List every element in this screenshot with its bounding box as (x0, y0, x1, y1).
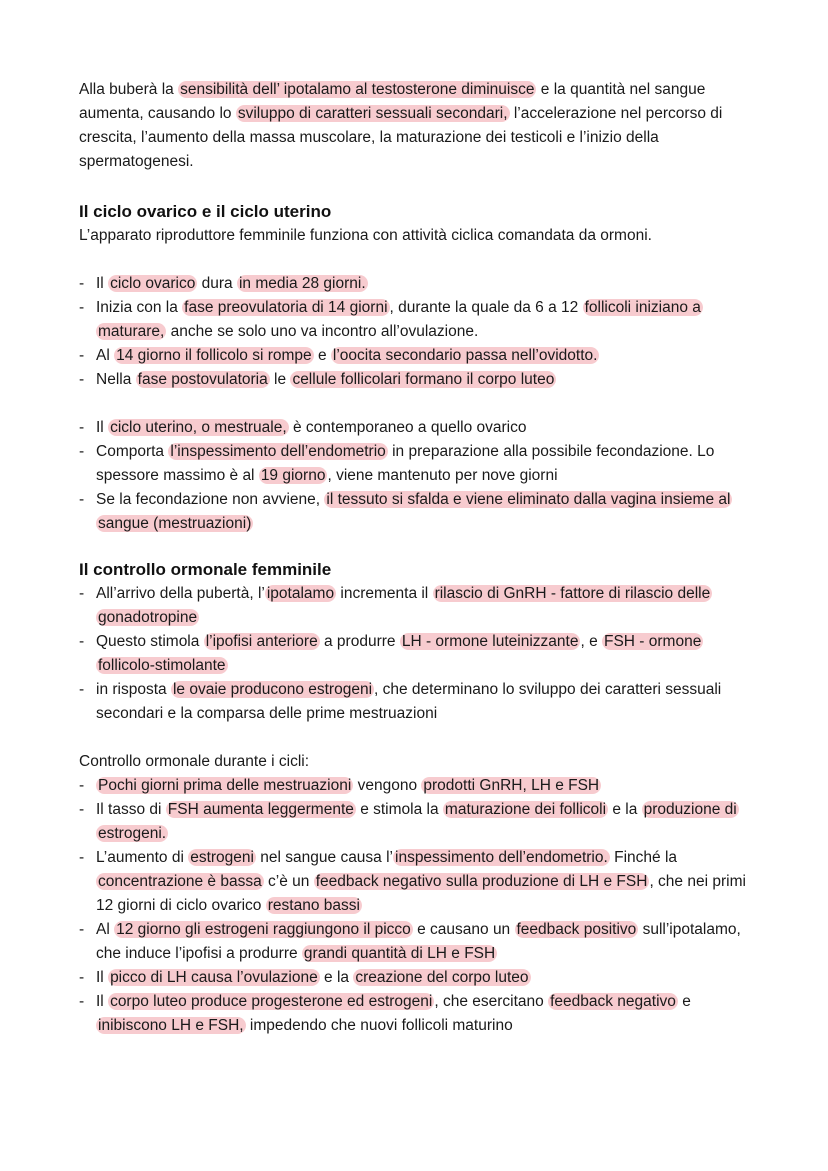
highlighted-text: feedback negativo sulla produzione di LH e FSH (315, 873, 648, 890)
text-run: e causano un (412, 921, 515, 938)
text-run: Inizia con la (96, 299, 183, 316)
highlighted-text: 14 giorno il follicolo si rompe (116, 347, 312, 364)
text-run: e stimola la (355, 801, 443, 818)
text-run: , che esercitano (434, 993, 549, 1010)
text-run: Al (96, 347, 115, 364)
list-item (79, 416, 758, 440)
text-run: Il (96, 419, 109, 436)
text-run: le (269, 371, 291, 388)
highlighted-text: feedback positivo (516, 921, 637, 938)
highlighted-text: maturazione dei follicoli (444, 801, 607, 818)
text-run: a produrre (319, 633, 400, 650)
text-run: nel sangue causa l’ (255, 849, 393, 866)
text-run: Il (96, 275, 109, 292)
text-run: , e (580, 633, 602, 650)
text-run: impedendo che nuovi follicoli maturino (245, 1017, 513, 1034)
highlighted-text: sviluppo di caratteri sessuali secondari, (237, 105, 508, 122)
text-run: incrementa il (336, 585, 433, 602)
text-run: anche se solo uno va incontro all’ovulazione. (166, 323, 479, 340)
highlighted-text: follicoli iniziano a maturare, (98, 299, 701, 340)
highlighted-text: 19 giorno (260, 467, 326, 484)
highlighted-text: rilascio di GnRH - fattore di rilascio delle gonadotropine (98, 585, 711, 626)
highlighted-text: restano bassi (267, 897, 360, 914)
highlighted-text: corpo luteo produce progesterone ed estrogeni (110, 993, 433, 1010)
list-controllo-ormonale (79, 582, 758, 726)
text-run: e la (319, 969, 354, 986)
highlighted-text: FSH - ormone follicolo-stimolante (98, 633, 702, 674)
list-item (79, 368, 758, 392)
list-item (79, 846, 758, 918)
highlighted-text: fase postovulatoria (137, 371, 268, 388)
text-run: Il (96, 969, 109, 986)
text-run: l’accelerazione nel percorso di crescita, l’aumento della massa muscolare, la maturazione dei testicoli e l’inizio della spermatogenesi. (79, 105, 723, 170)
list-controllo-cicli (79, 774, 758, 1038)
intro-paragraph (79, 78, 758, 174)
list-item (79, 296, 758, 344)
text-run: All’arrivo della pubertà, l’ (96, 585, 265, 602)
text-run: e la quantità nel sangue aumenta, causando lo (79, 81, 706, 122)
highlighted-text: cellule follicolari formano il corpo luteo (292, 371, 555, 388)
text-run: e (677, 993, 691, 1010)
list-item (79, 918, 758, 966)
highlighted-text: LH - ormone luteinizzante (401, 633, 579, 650)
text-run: e la (608, 801, 642, 818)
text-run: dura (197, 275, 237, 292)
text-run: Al (96, 921, 115, 938)
text-run: Alla buberà la (79, 81, 179, 98)
section-lead-cicli: Controllo ormonale durante i cicli: (79, 753, 310, 770)
list-item (79, 678, 758, 726)
highlighted-text: ciclo uterino, o mestruale, (110, 419, 287, 436)
highlighted-text: sensibilità dell’ ipotalamo al testosterone diminuisce (180, 81, 535, 98)
highlighted-text: feedback negativo (550, 993, 676, 1010)
text-run: Finché la (609, 849, 678, 866)
text-run: Il (96, 993, 109, 1010)
text-run: , viene mantenuto per nove giorni (327, 467, 558, 484)
highlighted-text: picco di LH causa l’ovulazione (110, 969, 318, 986)
text-run: vengono (353, 777, 422, 794)
text-run: Il tasso di (96, 801, 166, 818)
text-run: Nella (96, 371, 136, 388)
text-run: è contemporaneo a quello ovarico (288, 419, 527, 436)
highlighted-text: fase preovulatoria di 14 giorni (184, 299, 388, 316)
highlighted-text: il tessuto si sfalda e viene eliminato dalla vagina insieme al sangue (mestruazioni) (98, 491, 731, 532)
list-item (79, 966, 758, 990)
text-run: , che nei primi 12 giorni di ciclo ovarico (96, 873, 746, 914)
highlighted-text: l’inspessimento dell’endometrio (170, 443, 386, 460)
highlighted-text: in media 28 giorni. (238, 275, 366, 292)
text-run: L’aumento di (96, 849, 189, 866)
section-title-ciclo: Il ciclo ovarico e il ciclo uterino (79, 202, 332, 221)
list-ciclo-ovarico (79, 272, 758, 392)
list-item (79, 344, 758, 368)
section-lead-ciclo: L’apparato riproduttore femminile funziona con attività ciclica comandata da ormoni. (79, 227, 652, 244)
text-run: sull’ipotalamo, che induce l’ipofisi a produrre (96, 921, 741, 962)
highlighted-text: ipotalamo (266, 585, 335, 602)
list-item (79, 488, 758, 536)
highlighted-text: l’oocita secondario passa nell’ovidotto. (332, 347, 598, 364)
text-run: Comporta (96, 443, 169, 460)
highlighted-text: 12 giorno gli estrogeni raggiungono il picco (116, 921, 411, 938)
highlighted-text: inspessimento dell’endometrio. (395, 849, 608, 866)
highlighted-text: produzione di estrogeni. (98, 801, 737, 842)
text-run: Se la fecondazione non avviene, (96, 491, 325, 508)
highlighted-text: Pochi giorni prima delle mestruazioni (98, 777, 352, 794)
section-title-controllo: Il controllo ormonale femminile (79, 560, 332, 579)
list-item (79, 798, 758, 846)
highlighted-text: inibiscono LH e FSH, (98, 1017, 244, 1034)
highlighted-text: FSH aumenta leggermente (167, 801, 354, 818)
text-run: in risposta (96, 681, 171, 698)
highlighted-text: le ovaie producono estrogeni (172, 681, 373, 698)
list-item (79, 774, 758, 798)
list-item (79, 990, 758, 1038)
text-run: in preparazione alla possibile fecondazione. Lo spessore massimo è al (96, 443, 715, 484)
list-item (79, 272, 758, 296)
highlighted-text: estrogeni (190, 849, 254, 866)
list-item (79, 582, 758, 630)
text-run: c’è un (263, 873, 314, 890)
text-run: , durante la quale da 6 a 12 (389, 299, 583, 316)
list-item (79, 440, 758, 488)
text-run: e (313, 347, 331, 364)
highlighted-text: prodotti GnRH, LH e FSH (423, 777, 600, 794)
text-run: , che determinano lo sviluppo dei caratteri sessuali secondari e la comparsa delle prime mestruazioni (96, 681, 722, 722)
highlighted-text: creazione del corpo luteo (355, 969, 529, 986)
text-run: Questo stimola (96, 633, 204, 650)
highlighted-text: grandi quantità di LH e FSH (303, 945, 496, 962)
list-ciclo-uterino (79, 416, 758, 536)
list-item (79, 630, 758, 678)
highlighted-text: concentrazione è bassa (98, 873, 262, 890)
highlighted-text: l’ipofisi anteriore (205, 633, 318, 650)
highlighted-text: ciclo ovarico (110, 275, 196, 292)
